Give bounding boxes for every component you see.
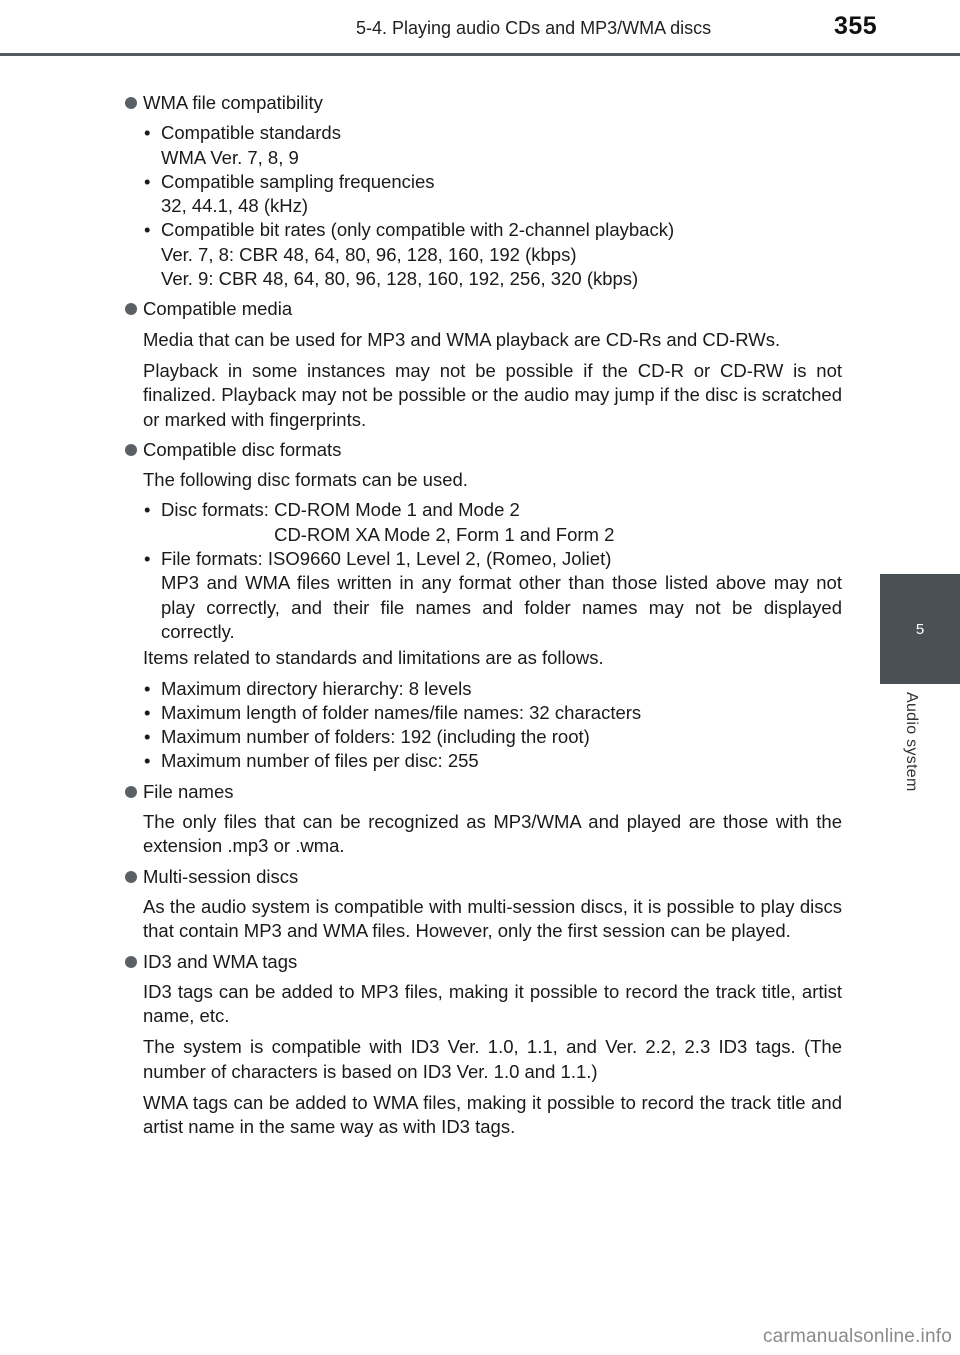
- page-number: 355: [834, 12, 878, 40]
- section-heading: Multi-session discs: [124, 865, 842, 889]
- section-heading: ID3 and WMA tags: [124, 950, 842, 974]
- paragraph: The system is compatible with ID3 Ver. 1.0, 1.1, and Ver. 2.2, 2.3 ID3 tags. (The number of characters is based on ID3 Ver. 1.0 and 1.1.): [143, 1036, 842, 1082]
- list-item: • File formats: ISO9660 Level 1, Level 2, (Romeo, Joliet) MP3 and WMA files written in any format other than those listed above may not play correctly, and their file names and folder names may not be displayed correctly.: [143, 547, 842, 644]
- header-divider: [0, 53, 960, 56]
- paragraph: Items related to standards and limitations are as follows.: [143, 647, 604, 669]
- header-title: 5-4. Playing audio CDs and MP3/WMA discs: [356, 18, 712, 38]
- section-file-names: [124, 780, 842, 859]
- chapter-tab: [880, 574, 960, 684]
- chapter-rail: [880, 684, 960, 834]
- chapter-number: 5: [915, 620, 925, 638]
- paragraph: WMA tags can be added to WMA files, making it possible to record the track title and artist name in the same way as with ID3 tags.: [143, 1091, 842, 1138]
- bullet-dot-icon: [125, 97, 137, 109]
- page-content: [124, 91, 842, 1146]
- section-heading: WMA file compatibility: [124, 91, 842, 115]
- paragraph: The following disc formats can be used.: [143, 469, 468, 491]
- list-item: • Compatible standards WMA Ver. 7, 8, 9: [143, 121, 842, 170]
- list-item: • Compatible bit rates (only compatible with 2-channel playback) Ver. 7, 8: CBR 48, 64, 80, 96, 128, 160, 192 (kbps) Ver. 9: CBR 48, 64, 80, 96, 128, 160, 192, 256, 320 (kbps): [143, 218, 842, 291]
- list-item: • Maximum number of folders: 192 (including the root): [143, 725, 842, 749]
- paragraph: Media that can be used for MP3 and WMA playback are CD-Rs and CD-RWs.: [143, 328, 781, 350]
- paragraph: As the audio system is compatible with multi-session discs, it is possible to play discs that contain MP3 and WMA files. However, only the first session can be played.: [143, 895, 842, 942]
- section-disc-formats: [124, 438, 842, 774]
- bullet-list: [143, 498, 842, 644]
- list-item: • Maximum length of folder names/file names: 32 characters: [143, 701, 842, 725]
- list-item: • Maximum number of files per disc: 255: [143, 749, 842, 773]
- bullet-list: [143, 677, 842, 774]
- section-compatible-media: [124, 297, 842, 431]
- section-heading: File names: [124, 780, 842, 804]
- section-heading: Compatible disc formats: [124, 438, 842, 462]
- bullet-list: [143, 121, 842, 291]
- paragraph: The only files that can be recognized as MP3/WMA and played are those with the extension .mp3 or .wma.: [143, 811, 842, 857]
- bullet-dot-icon: [125, 956, 137, 968]
- list-item: • Compatible sampling frequencies 32, 44.1, 48 (kHz): [143, 170, 842, 219]
- bullet-dot-icon: [125, 871, 137, 883]
- section-wma-compatibility: [124, 91, 842, 291]
- paragraph: Playback in some instances may not be possible if the CD-R or CD-RW is not finalized. Playback may not be possible or the audio may jump if the disc is scratched or marked with fingerprints.: [143, 359, 842, 430]
- chapter-label: Audio system: [903, 692, 920, 792]
- paragraph: ID3 tags can be added to MP3 files, making it possible to record the track title, artist name, etc.: [143, 980, 842, 1027]
- list-item: • Maximum directory hierarchy: 8 levels: [143, 677, 842, 701]
- section-heading: Compatible media: [124, 297, 842, 321]
- bullet-dot-icon: [125, 444, 137, 456]
- watermark: carmanualsonline.info: [762, 1326, 952, 1347]
- bullet-dot-icon: [125, 786, 137, 798]
- section-multi-session: [124, 865, 842, 944]
- list-item: • Disc formats: CD-ROM Mode 1 and Mode 2 CD-ROM XA Mode 2, Form 1 and Form 2: [143, 498, 842, 547]
- bullet-dot-icon: [125, 303, 137, 315]
- section-tags: [124, 950, 842, 1140]
